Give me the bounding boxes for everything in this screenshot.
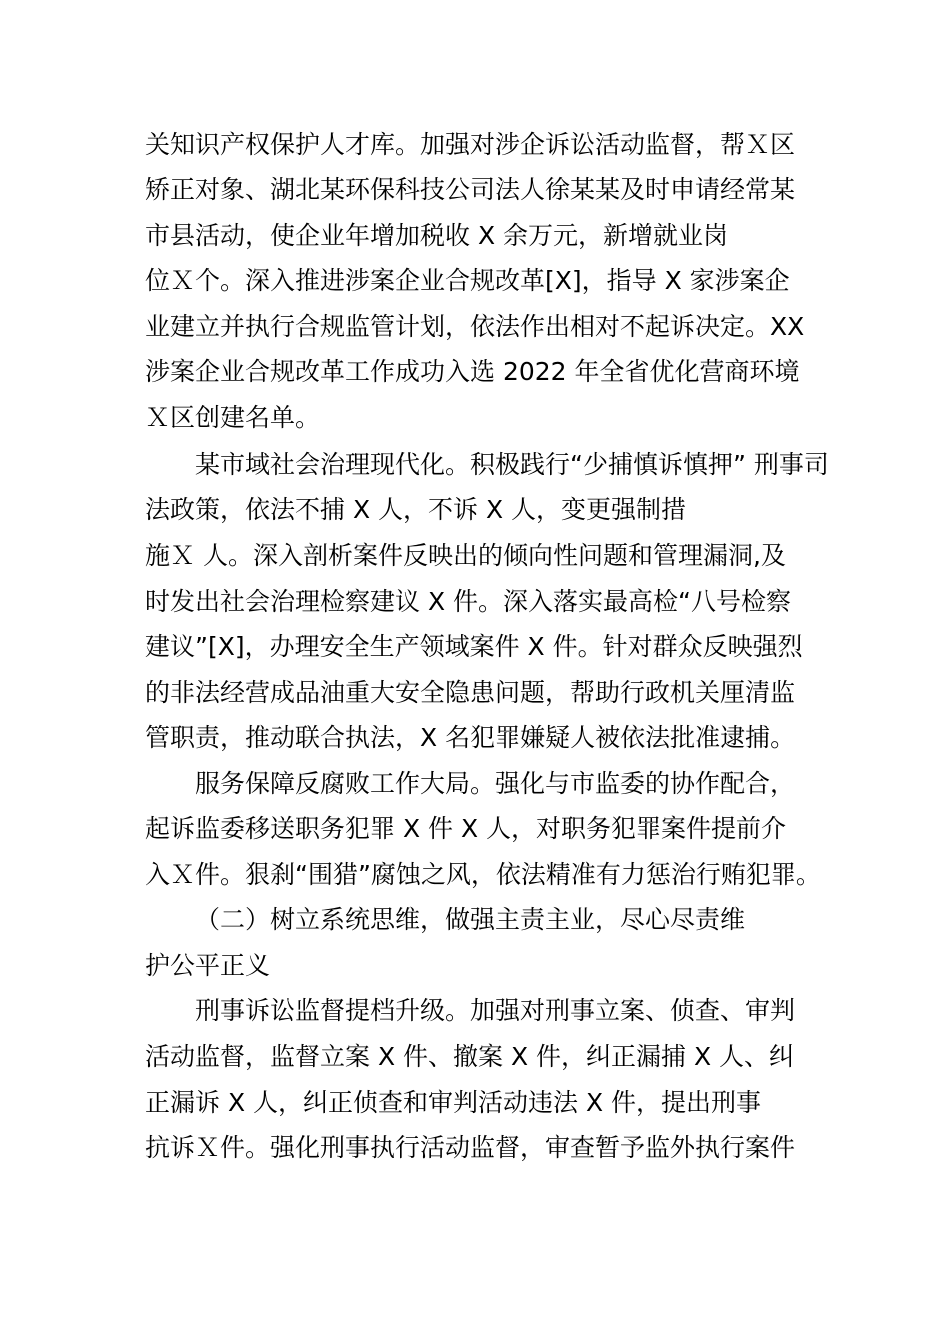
text-line: 管职责，推动联合执法，X 名犯罪嫌疑人被依法批准逮捕。: [145, 723, 796, 752]
text-line: Ｘ区创建名单。: [145, 403, 321, 432]
text-line: 法政策，依法不捕 X 人，不诉 X 人，变更强制措: [145, 495, 687, 524]
paragraph-start-line: 某市域社会治理现代化。积极践行“少捕慎诉慎押” 刑事司: [195, 450, 829, 479]
text-line: 时发出社会治理检察建议 X 件。深入落实最高检“八号检察: [145, 587, 791, 616]
text-line: 的非法经营成品油重大安全隐患问题，帮助行政机关厘清监: [145, 678, 796, 707]
text-line: 矫正对象、湖北某环保科技公司法人徐某某及时申请经常某: [145, 175, 796, 204]
text-line: 施Ｘ 人。深入剖析案件反映出的倾向性问题和管理漏洞,及: [145, 541, 786, 570]
text-line: 活动监督，监督立案 X 件、撤案 X 件，纠正漏捕 X 人、纠: [145, 1042, 795, 1071]
paragraph-start-line: 刑事诉讼监督提档升级。加强对刑事立案、侦查、审判: [195, 996, 796, 1025]
paragraph-start-line: 服务保障反腐败工作大局。强化与市监委的协作配合，: [195, 769, 796, 798]
text-line: 抗诉Ｘ件。强化刑事执行活动监督，审查暂予监外执行案件: [145, 1133, 796, 1162]
text-line: 建议”[X]，办理安全生产领域案件 X 件。针对群众反映强烈: [145, 632, 803, 661]
text-line: 涉案企业合规改革工作成功入选 2022 年全省优化营商环境: [145, 357, 800, 386]
text-line: 市县活动，使企业年增加税收 X 余万元，新增就业岗: [145, 221, 729, 250]
text-line: 业建立并执行合规监管计划，依法作出相对不起诉决定。XX: [145, 312, 805, 341]
text-line: 位Ｘ个。深入推进涉案企业合规改革[X]，指导 X 家涉案企: [145, 266, 790, 295]
text-line: 入Ｘ件。狠刹“围猎”腐蚀之风，依法精准有力惩治行贿犯罪。: [145, 860, 821, 889]
text-line: 正漏诉 X 人，纠正侦查和审判活动违法 X 件，提出刑事: [145, 1088, 762, 1117]
text-line: 关知识产权保护人才库。加强对涉企诉讼活动监督，帮Ｘ区: [145, 130, 796, 159]
section-heading: （二）树立系统思维，做强主责主业，尽心尽责维: [195, 905, 746, 934]
text-line: 起诉监委移送职务犯罪 X 件 X 人，对职务犯罪案件提前介: [145, 814, 787, 843]
section-heading-continued: 护公平正义: [145, 951, 271, 980]
